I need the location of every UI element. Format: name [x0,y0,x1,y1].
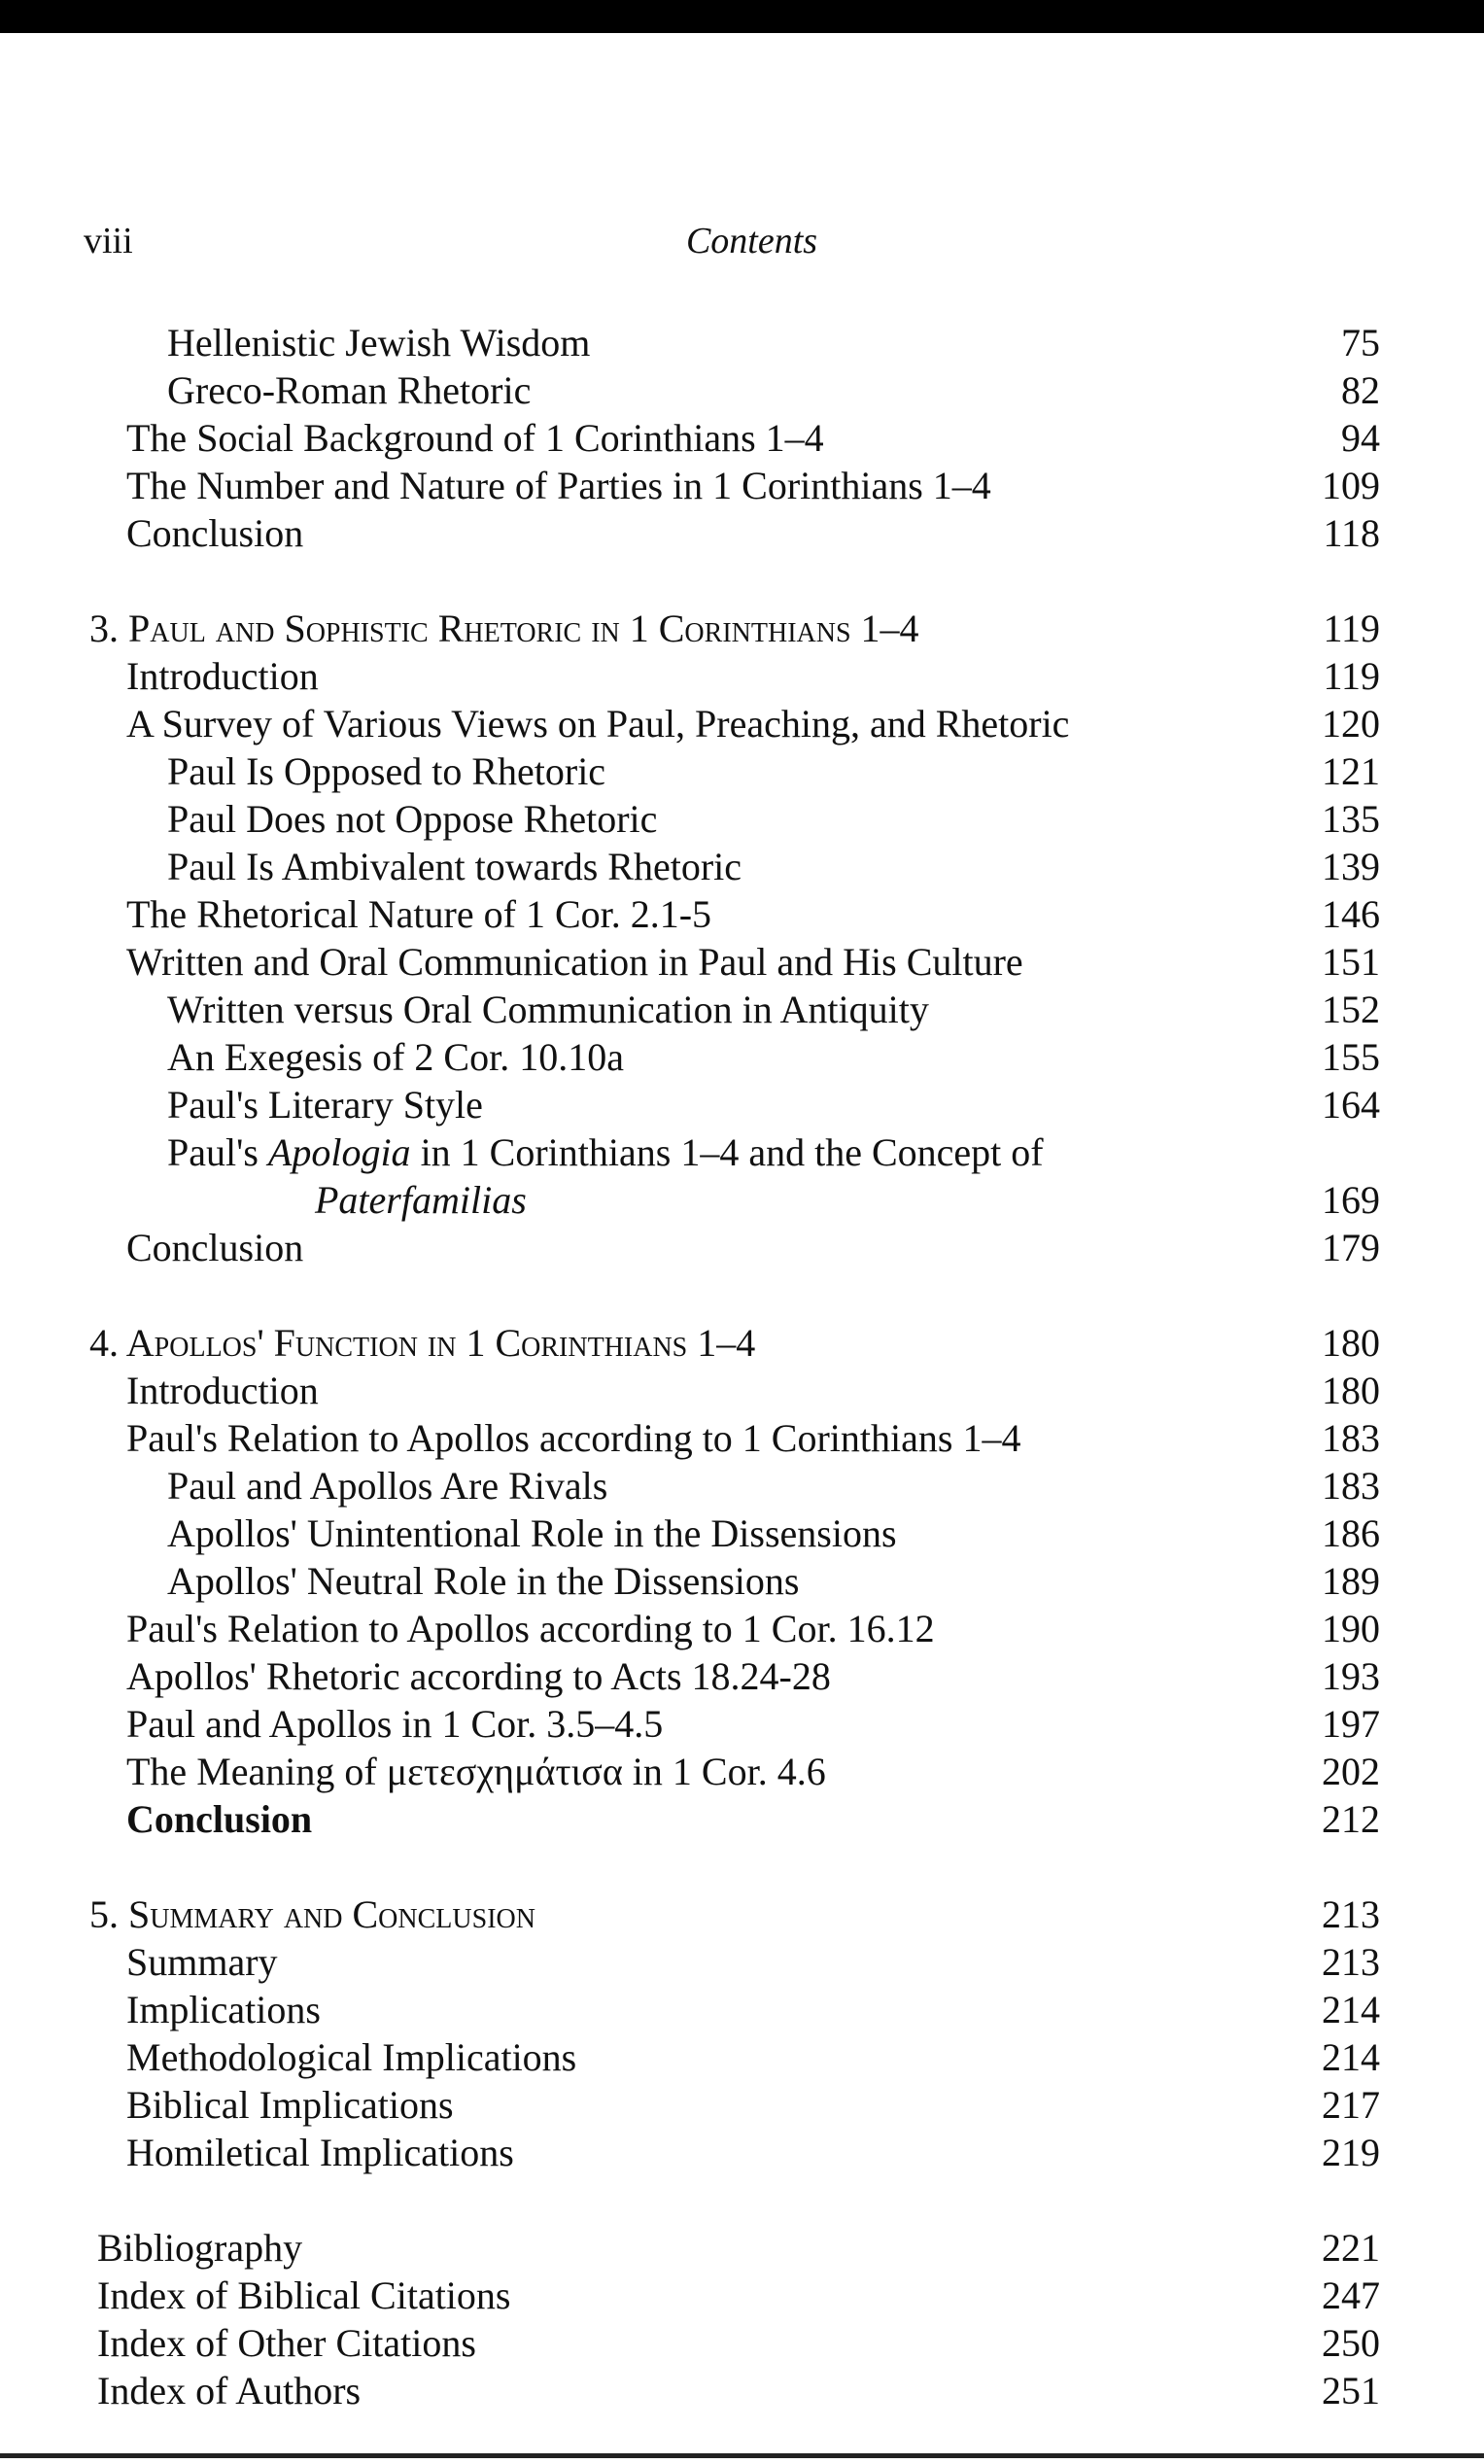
toc-entry-page: 251 [1322,2369,1380,2412]
scan-bottom-border [0,2453,1484,2458]
toc-entry-title: Index of Biblical Citations [97,2273,511,2317]
toc-entry-title: Paul's Apologia in 1 Corinthians 1–4 and the Concept of [167,1130,1044,1174]
toc-entry-page: 219 [1322,2131,1380,2174]
toc-entry-page: 213 [1322,1940,1380,1984]
toc-entry-page: 250 [1322,2321,1380,2365]
toc-entry-page: 139 [1322,845,1380,888]
toc-entry-title: A Survey of Various Views on Paul, Preaching, and Rhetoric [126,702,1070,746]
toc-entry-title: Greco-Roman Rhetoric [167,368,532,412]
toc-entry-title: Paul and Apollos Are Rivals [167,1464,608,1508]
toc-entry-page: 135 [1322,797,1380,841]
running-head: Contents [685,221,818,261]
toc-entry-title: Implications [126,1988,321,2031]
toc-entry-title: Apollos' Unintentional Role in the Dissensions [167,1511,897,1555]
toc-entry-page: 189 [1322,1559,1380,1603]
toc-entry-page: 179 [1322,1226,1380,1269]
toc-entry-title: Written versus Oral Communication in Antiquity [167,988,929,1031]
toc-entry-page: 247 [1322,2273,1380,2317]
toc-entry-page: 82 [1341,368,1380,412]
toc-entry-title: The Meaning of μετεσχημάτισα in 1 Cor. 4.6 [126,1750,826,1793]
toc-entry-page: 169 [1322,1178,1380,1222]
toc-entry-title: Methodological Implications [126,2035,577,2079]
toc-entry-page: 94 [1341,416,1380,460]
toc-entry-page: 183 [1322,1416,1380,1460]
toc-entry-title: Paul Is Opposed to Rhetoric [167,749,606,793]
toc-entry-title: An Exegesis of 2 Cor. 10.10a [167,1035,624,1079]
toc-entry-page: 202 [1322,1750,1380,1793]
toc-entry-title: Paterfamilias [315,1178,527,1222]
toc-entry-title: Paul's Literary Style [167,1083,483,1127]
toc-entry-page: 118 [1323,511,1380,555]
toc-entry-page: 119 [1323,607,1380,650]
toc-entry-page: 109 [1322,464,1380,507]
toc-entry-title: Apollos' Rhetoric according to Acts 18.24-28 [126,1654,831,1698]
toc-entry-page: 146 [1322,892,1380,936]
toc-entry-title: Hellenistic Jewish Wisdom [167,321,591,364]
toc-entry-page: 152 [1322,988,1380,1031]
toc-entry-title: Written and Oral Communication in Paul and His Culture [126,940,1023,984]
toc-entry-page: 193 [1322,1654,1380,1698]
toc-entry-title: Introduction [126,654,319,698]
toc-entry-page: 212 [1322,1797,1380,1841]
toc-entry-page: 217 [1322,2083,1380,2127]
toc-entry-title: Paul's Relation to Apollos according to 1 Corinthians 1–4 [126,1416,1021,1460]
toc-entry-title: Homiletical Implications [126,2131,514,2174]
toc-entry-title: Paul Does not Oppose Rhetoric [167,797,658,841]
page-number: viii [84,221,133,261]
toc-entry-page: 119 [1323,654,1380,698]
toc-entry-page: 190 [1322,1607,1380,1650]
toc-entry-page: 183 [1322,1464,1380,1508]
toc-chapter-title: 3. Paul and Sophistic Rhetoric in 1 Corinthians 1–4 [89,607,919,650]
toc-entry-title: Index of Authors [97,2369,362,2412]
toc-entry-title: Conclusion [126,1226,304,1269]
toc-entry-title: Biblical Implications [126,2083,454,2127]
toc-entry-page: 214 [1322,2035,1380,2079]
toc-entry-page: 155 [1322,1035,1380,1079]
toc-entry-page: 213 [1322,1892,1380,1936]
toc-chapter-title: 5. Summary and Conclusion [89,1892,535,1936]
toc-entry-page: 180 [1322,1369,1380,1412]
apologia-term: Apologia [267,1130,411,1174]
toc-entry-page: 180 [1322,1321,1380,1365]
toc-entry-title: The Rhetorical Nature of 1 Cor. 2.1-5 [126,892,712,936]
toc-entry-page: 75 [1341,321,1380,364]
toc-entry-title: The Number and Nature of Parties in 1 Corinthians 1–4 [126,464,991,507]
toc-entry-title: Introduction [126,1369,319,1412]
toc-entry-page: 120 [1322,702,1380,746]
toc-entry-title: Apollos' Neutral Role in the Dissensions [167,1559,800,1603]
toc-entry-title: Paul's Relation to Apollos according to 1 Cor. 16.12 [126,1607,935,1650]
toc-entry-title: The Social Background of 1 Corinthians 1–4 [126,416,824,460]
toc-chapter-title: 4. Apollos' Function in 1 Corinthians 1–4 [89,1321,756,1365]
toc-entry-page: 186 [1322,1511,1380,1555]
toc-entry-title: Conclusion [126,511,304,555]
toc-entry-page: 197 [1322,1702,1380,1746]
toc-entry-page: 121 [1322,749,1380,793]
toc-entry-title: Paul and Apollos in 1 Cor. 3.5–4.5 [126,1702,664,1746]
toc-entry-title: Paul Is Ambivalent towards Rhetoric [167,845,742,888]
toc-entry-page: 164 [1322,1083,1380,1127]
toc-entry-title: Bibliography [97,2226,303,2270]
toc-entry-page: 221 [1322,2226,1380,2270]
toc-entry-page: 214 [1322,1988,1380,2031]
toc-entry-title: Index of Other Citations [97,2321,476,2365]
toc-entry-title: Summary [126,1940,278,1984]
toc-entry-page: 151 [1322,940,1380,984]
toc-entry-title: Conclusion [126,1797,313,1841]
